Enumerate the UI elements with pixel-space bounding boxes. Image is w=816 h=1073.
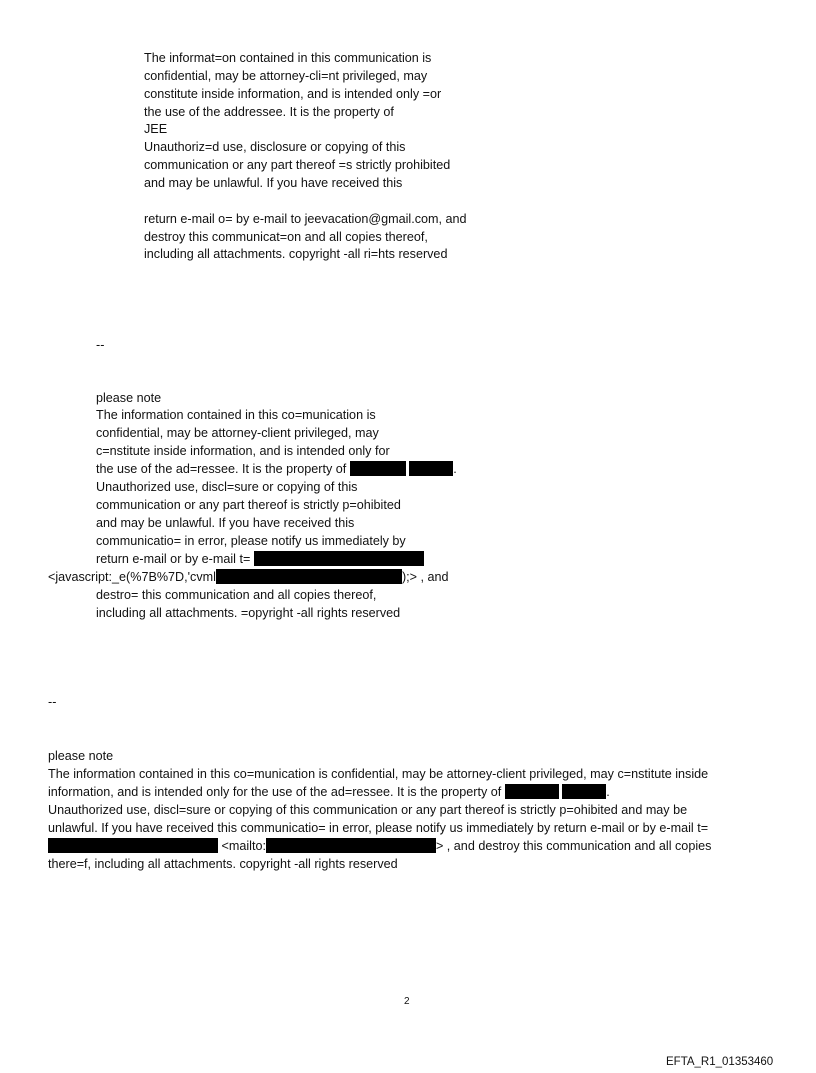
text-line — [48, 783, 610, 801]
redaction-box — [266, 838, 436, 853]
text-line: communicatio= in error, please notify us immediately by — [96, 534, 406, 548]
text-line: The informat=on contained in this communication is — [144, 51, 432, 65]
redaction-box — [216, 569, 402, 584]
text-segment: information, and is intended only for the use of the ad=ressee. It is the property of — [48, 785, 502, 799]
text-segment: );> , and — [401, 570, 449, 584]
text-segment: the use of the ad=ressee. It is the property of — [96, 462, 347, 476]
text-line: destroy this communicat=on and all copies thereof, — [144, 230, 428, 244]
text-line — [96, 460, 457, 478]
text-line: Unauthoriz=d use, disclosure or copying of this — [144, 140, 406, 154]
text-line: JEE — [144, 122, 168, 136]
text-line: communication or any part thereof =s strictly prohibited — [144, 158, 451, 172]
text-line: there=f, including all attachments. copyright -all rights reserved — [48, 857, 398, 871]
redaction-box — [562, 784, 606, 799]
text-segment: return e-mail or by e-mail t= — [96, 552, 251, 566]
redaction-box — [350, 461, 406, 476]
text-line: confidential, may be attorney-cli=nt privileged, may — [144, 69, 428, 83]
redaction-box — [409, 461, 453, 476]
text-line — [48, 568, 449, 586]
please-note-label: please note — [96, 391, 162, 405]
text-line: Unauthorized use, discl=sure or copying of this communication or any part thereof is strictly p=ohibited and may be — [48, 803, 688, 817]
text-line: Unauthorized use, discl=sure or copying of this — [96, 480, 358, 494]
text-line: destro= this communication and all copies thereof, — [96, 588, 377, 602]
text-segment: <javascript:_e(%7B%7D,'cvml — [48, 570, 216, 584]
text-line: communication or any part thereof is strictly p=ohibited — [96, 498, 401, 512]
text-line: c=nstitute inside information, and is intended only for — [96, 444, 390, 458]
text-line: The information contained in this co=munication is — [96, 408, 376, 422]
please-note-label: please note — [48, 749, 114, 763]
text-line: confidential, may be attorney-client privileged, may — [96, 426, 379, 440]
redaction-box — [505, 784, 559, 799]
text-segment: . — [606, 785, 610, 799]
text-segment: > , and destroy this communication and all copies — [435, 839, 712, 853]
redaction-box — [254, 551, 424, 566]
text-line: constitute inside information, and is intended only =or — [144, 87, 442, 101]
text-line: and may be unlawful. If you have received this — [144, 176, 403, 190]
text-line: and may be unlawful. If you have received this — [96, 516, 355, 530]
redaction-box — [48, 838, 218, 853]
separator: -- — [96, 338, 105, 352]
text-segment: . — [453, 462, 457, 476]
text-line: including all attachments. copyright -all ri=hts reserved — [144, 247, 448, 261]
text-segment: <mailto: — [221, 839, 266, 853]
text-line: unlawful. If you have received this communicatio= in error, please notify us immediately by return e-mail or by e-mail t= — [48, 821, 709, 835]
text-line: the use of the addressee. It is the property of — [144, 105, 394, 119]
document-id: EFTA_R1_01353460 — [666, 1056, 774, 1068]
text-line: The information contained in this co=munication is confidential, may be attorney-client privileged, may c=nstitute inside — [48, 767, 709, 781]
text-line: including all attachments. =opyright -all rights reserved — [96, 606, 401, 620]
text-line — [48, 837, 711, 855]
text-line — [96, 550, 424, 568]
text-line: return e-mail o= by e-mail to jeevacation@gmail.com, and — [144, 212, 467, 226]
separator: -- — [48, 695, 57, 709]
page-number: 2 — [404, 996, 410, 1007]
